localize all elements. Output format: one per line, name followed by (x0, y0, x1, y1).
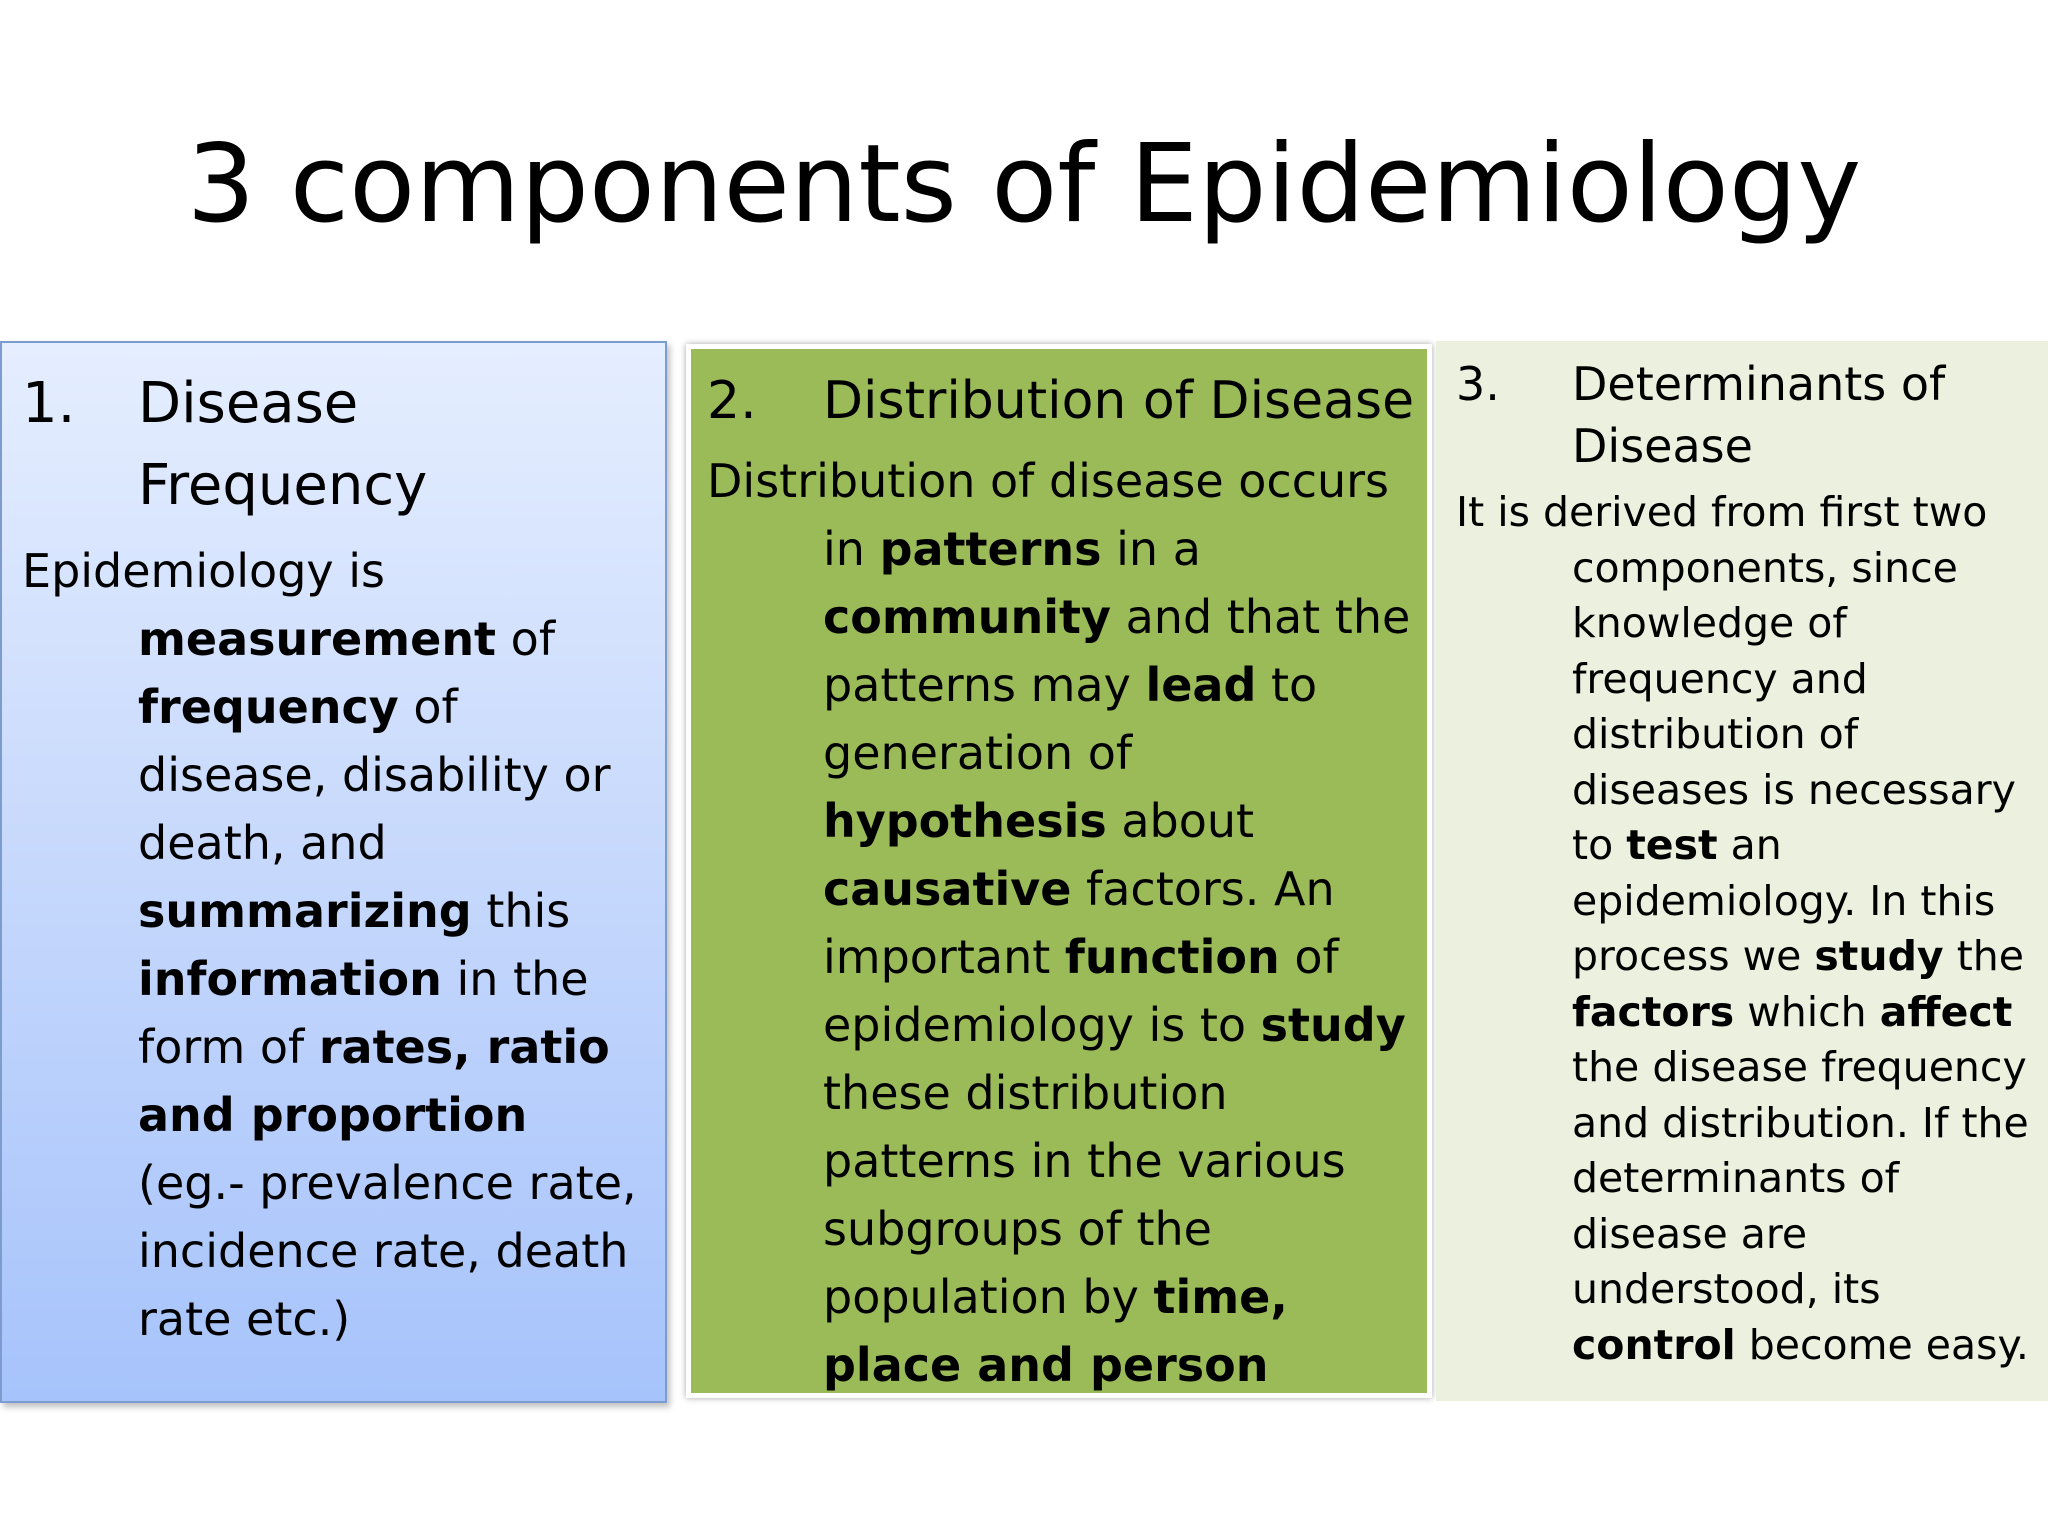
component-heading (1456, 353, 2042, 477)
emphasis-text: test (1626, 821, 1718, 869)
emphasis-text: summarizing (138, 884, 472, 938)
body-text: become easy. (1735, 1320, 2029, 1369)
body-text: of (496, 612, 556, 666)
component-box-determinants (1436, 341, 2048, 1401)
body-text: the disease frequency and distribution. If the determinants of disease are understood, its (1572, 1043, 2029, 1313)
body-text: which (1734, 987, 1880, 1036)
component-heading-text: Distribution of Disease (823, 371, 1415, 431)
emphasis-text: hypothesis (823, 794, 1107, 848)
body-text: the (1943, 932, 2024, 980)
body-text: (eg.- prevalence rate, incidence rate, death rate etc.) (138, 1156, 637, 1346)
emphasis-text: frequency (138, 680, 399, 734)
body-text: an epidemiology. In this process we (1572, 821, 1996, 980)
emphasis-text: factors (1572, 987, 1735, 1036)
component-number: 1. (22, 371, 76, 436)
emphasis-text: affect (1879, 987, 2013, 1036)
emphasis-text: time, place and person (823, 1270, 1288, 1392)
body-text: Epidemiology is (22, 544, 385, 598)
emphasis-text: causative (823, 862, 1072, 916)
body-text: these distribution patterns in the various subgroups of the population by (823, 1066, 1346, 1324)
component-body (707, 447, 1417, 1399)
component-box-frequency (0, 341, 667, 1403)
component-heading-text: Determinants of Disease (1572, 357, 1946, 473)
body-text: in a (1101, 522, 1201, 576)
emphasis-text: lead (1145, 658, 1257, 712)
component-body (22, 537, 647, 1353)
body-text: of epidemiology is to (823, 930, 1339, 1052)
body-text: to generation of (823, 658, 1318, 780)
body-text: Distribution of disease occurs in (707, 454, 1390, 576)
component-body (1456, 485, 2042, 1373)
component-number: 2. (707, 371, 757, 431)
emphasis-text: study (1814, 932, 1944, 980)
emphasis-text: rates, ratio and proportion (138, 1020, 610, 1142)
emphasis-text: study (1260, 998, 1406, 1052)
body-text: and that the patterns may (823, 590, 1411, 712)
body-text: factors. An important (823, 862, 1335, 984)
emphasis-text: function (1064, 930, 1280, 984)
emphasis-text: information (138, 952, 442, 1006)
component-heading-text: Disease Frequency (138, 371, 428, 518)
component-heading (707, 363, 1417, 439)
body-text: in the form of (138, 952, 589, 1074)
body-text: It is derived from first two components, since knowledge of frequency and distribution of diseases is necessary to (1456, 488, 2016, 869)
body-text: about (1106, 794, 1255, 848)
emphasis-text: patterns (879, 522, 1102, 576)
slide-title: 3 components of Epidemiology (186, 122, 1862, 247)
body-text: this (471, 884, 571, 938)
emphasis-text: community (823, 590, 1111, 644)
body-text: of disease, disability or death, and (138, 680, 611, 870)
component-box-distribution (686, 344, 1432, 1398)
emphasis-text: measurement (138, 612, 497, 666)
component-number: 3. (1456, 357, 1500, 411)
emphasis-text: control (1572, 1320, 1736, 1369)
component-heading (22, 363, 647, 527)
